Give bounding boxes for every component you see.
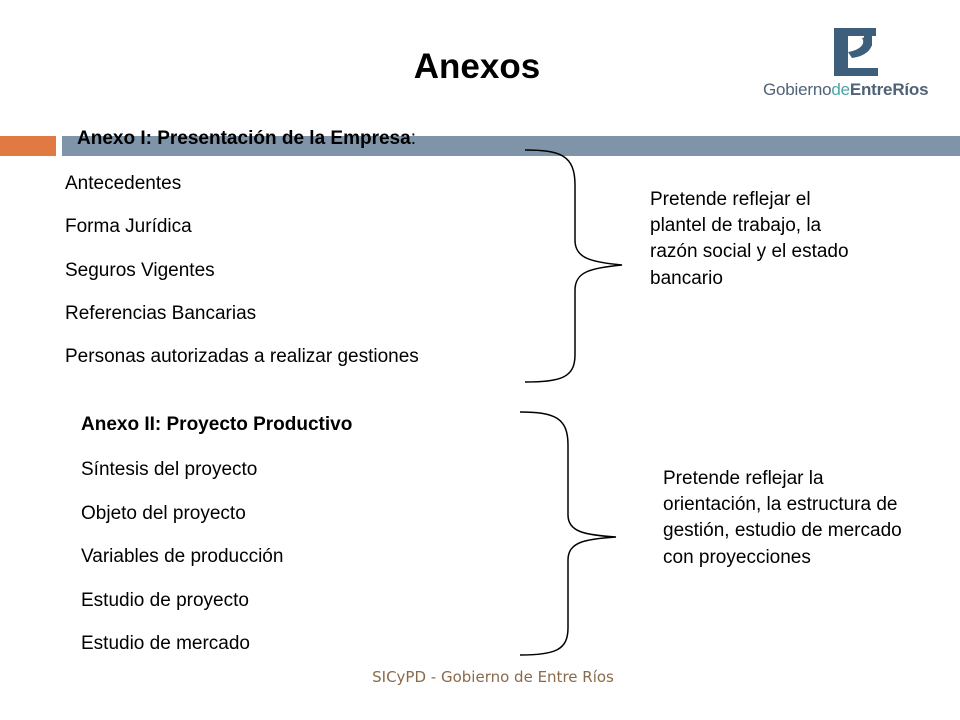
logo-text: GobiernodeEntreRíos xyxy=(763,80,929,99)
list-item: Forma Jurídica xyxy=(65,216,192,237)
anexo2-heading: Anexo II: Proyecto Productivo xyxy=(81,414,353,435)
list-item: Variables de producción xyxy=(81,546,284,567)
list-item: Estudio de proyecto xyxy=(81,590,249,611)
list-item: Estudio de mercado xyxy=(81,633,250,654)
list-item: Personas autorizadas a realizar gestiones xyxy=(65,346,419,367)
list-item: Síntesis del proyecto xyxy=(81,459,258,480)
anexo2-description: Pretende reflejar la orientación, la estructura de gestión, estudio de mercado con proyecciones xyxy=(663,468,902,568)
anexo1-heading: Anexo I: Presentación de la Empresa: xyxy=(77,128,416,149)
page-title: Anexos xyxy=(413,47,541,86)
anexo1-description: Pretende reflejar el plantel de trabajo, la razón social y el estado bancario xyxy=(650,189,849,289)
list-item: Referencias Bancarias xyxy=(65,303,257,324)
footer: SICyPD - Gobierno de Entre Ríos xyxy=(372,668,614,686)
list-item: Objeto del proyecto xyxy=(81,503,246,524)
list-item: Seguros Vigentes xyxy=(65,260,215,281)
list-item: Antecedentes xyxy=(65,173,182,194)
